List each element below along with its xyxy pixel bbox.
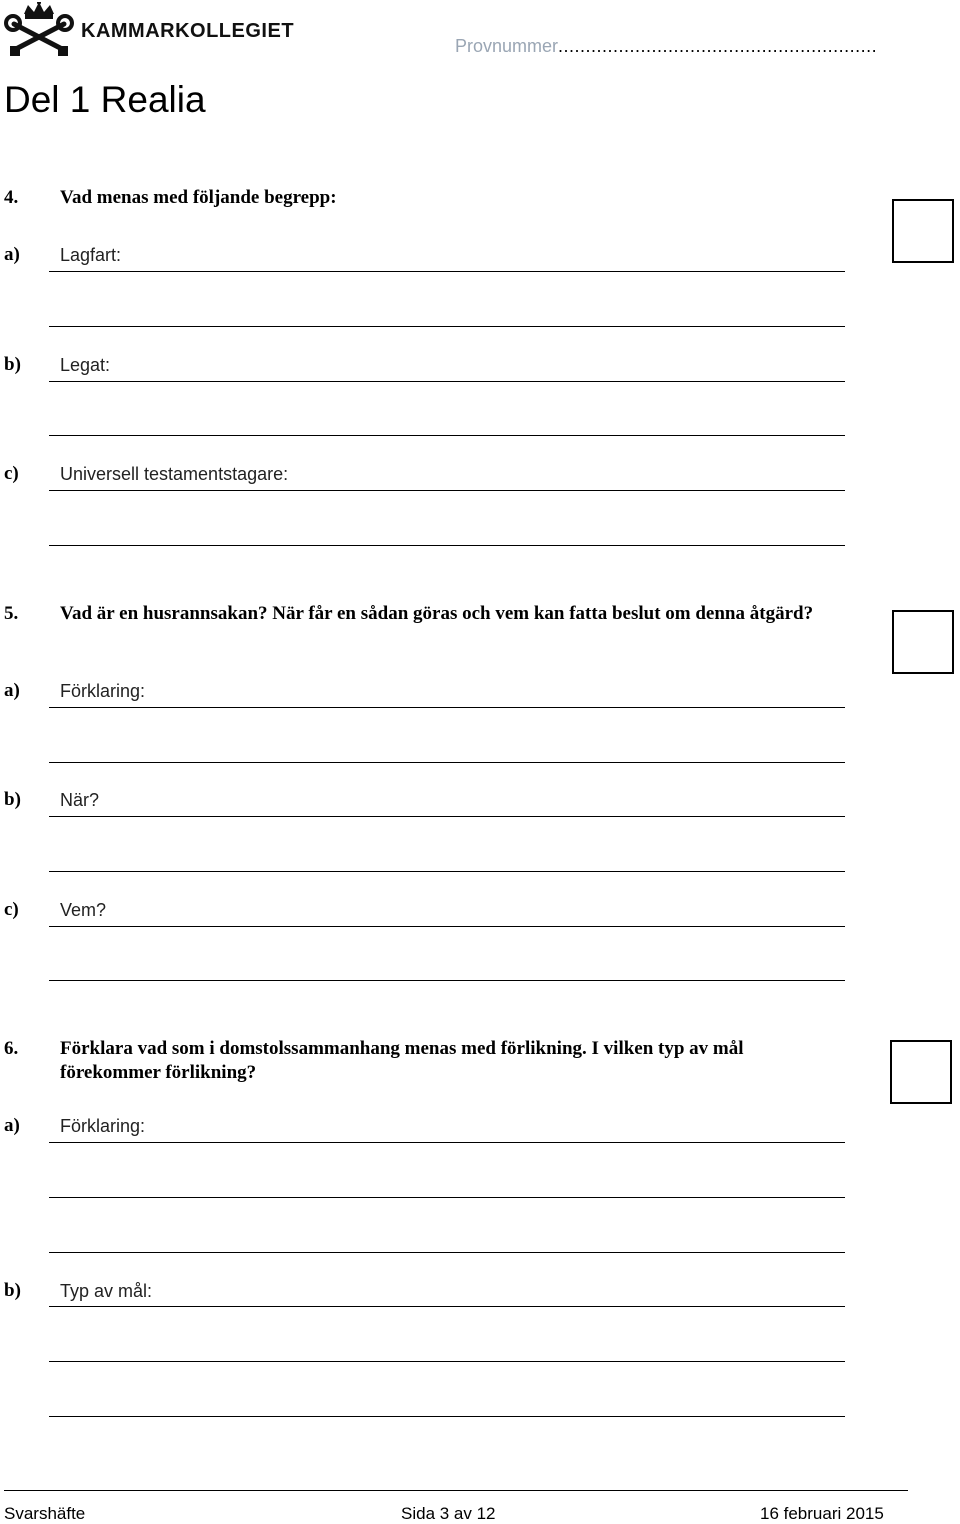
question-5c-text: Vem?	[60, 900, 107, 920]
question-4c-text: Universell testamentstagare:	[60, 464, 289, 484]
question-4-number: 4.	[4, 187, 19, 208]
answer-line[interactable]	[49, 1306, 845, 1307]
answer-line[interactable]	[49, 381, 845, 382]
answer-line[interactable]	[49, 707, 845, 708]
answer-line[interactable]	[49, 762, 845, 763]
answer-line[interactable]	[49, 490, 845, 491]
question-4c-label: c)	[4, 463, 19, 484]
question-6-text: Förklara vad som i domstolssammanhang menas med förlikning. I vilken typ av mål förekommer förlikning?	[60, 1038, 744, 1083]
question-5-text: Vad är en husrannsakan? När får en sådan göras och vem kan fatta beslut om denna åtgärd?	[60, 603, 814, 624]
question-4-text: Vad menas med följande begrepp:	[60, 187, 337, 208]
question-5b-text: När?	[60, 790, 100, 810]
answer-line[interactable]	[49, 1142, 845, 1143]
question-6-score-box[interactable]	[890, 1040, 952, 1104]
question-6b-label: b)	[4, 1280, 21, 1301]
provnummer-field	[455, 36, 877, 57]
crown-keys-emblem-icon	[4, 2, 74, 58]
answer-line[interactable]	[49, 816, 845, 817]
question-5a-text: Förklaring:	[60, 681, 146, 701]
question-4b-label: b)	[4, 354, 21, 375]
question-5b-label: b)	[4, 789, 21, 810]
question-5c-label: c)	[4, 899, 19, 920]
provnummer-dots: ..........................................................	[558, 36, 878, 56]
answer-line[interactable]	[49, 871, 845, 872]
question-4a-text: Lagfart:	[60, 245, 122, 265]
answer-line[interactable]	[49, 271, 845, 272]
footer-document-name: Svarshäfte	[4, 1504, 86, 1523]
answer-line[interactable]	[49, 1416, 845, 1417]
question-6b-text: Typ av mål:	[60, 1281, 153, 1301]
question-4a-label: a)	[4, 244, 20, 265]
footer-divider	[4, 1490, 908, 1491]
logo-text: KAMMARKOLLEGIET	[81, 20, 295, 42]
page-title: Del 1 Realia	[4, 79, 206, 120]
footer-date: 16 februari 2015	[760, 1504, 884, 1523]
answer-line[interactable]	[49, 435, 845, 436]
question-5-number: 5.	[4, 603, 19, 624]
answer-line[interactable]	[49, 545, 845, 546]
provnummer-label: Provnummer	[455, 36, 559, 56]
answer-line[interactable]	[49, 980, 845, 981]
footer-page-number: Sida 3 av 12	[401, 1504, 496, 1523]
answer-line[interactable]	[49, 1361, 845, 1362]
question-6-number: 6.	[4, 1038, 19, 1059]
question-4-score-box[interactable]	[892, 199, 954, 263]
answer-line[interactable]	[49, 326, 845, 327]
answer-line[interactable]	[49, 1252, 845, 1253]
answer-line[interactable]	[49, 926, 845, 927]
kammarkollegiet-logo	[4, 2, 295, 58]
question-5a-label: a)	[4, 680, 20, 701]
question-5-score-box[interactable]	[892, 610, 954, 674]
question-6a-label: a)	[4, 1115, 20, 1136]
question-6a-text: Förklaring:	[60, 1116, 146, 1136]
question-4b-text: Legat:	[60, 355, 111, 375]
answer-line[interactable]	[49, 1197, 845, 1198]
